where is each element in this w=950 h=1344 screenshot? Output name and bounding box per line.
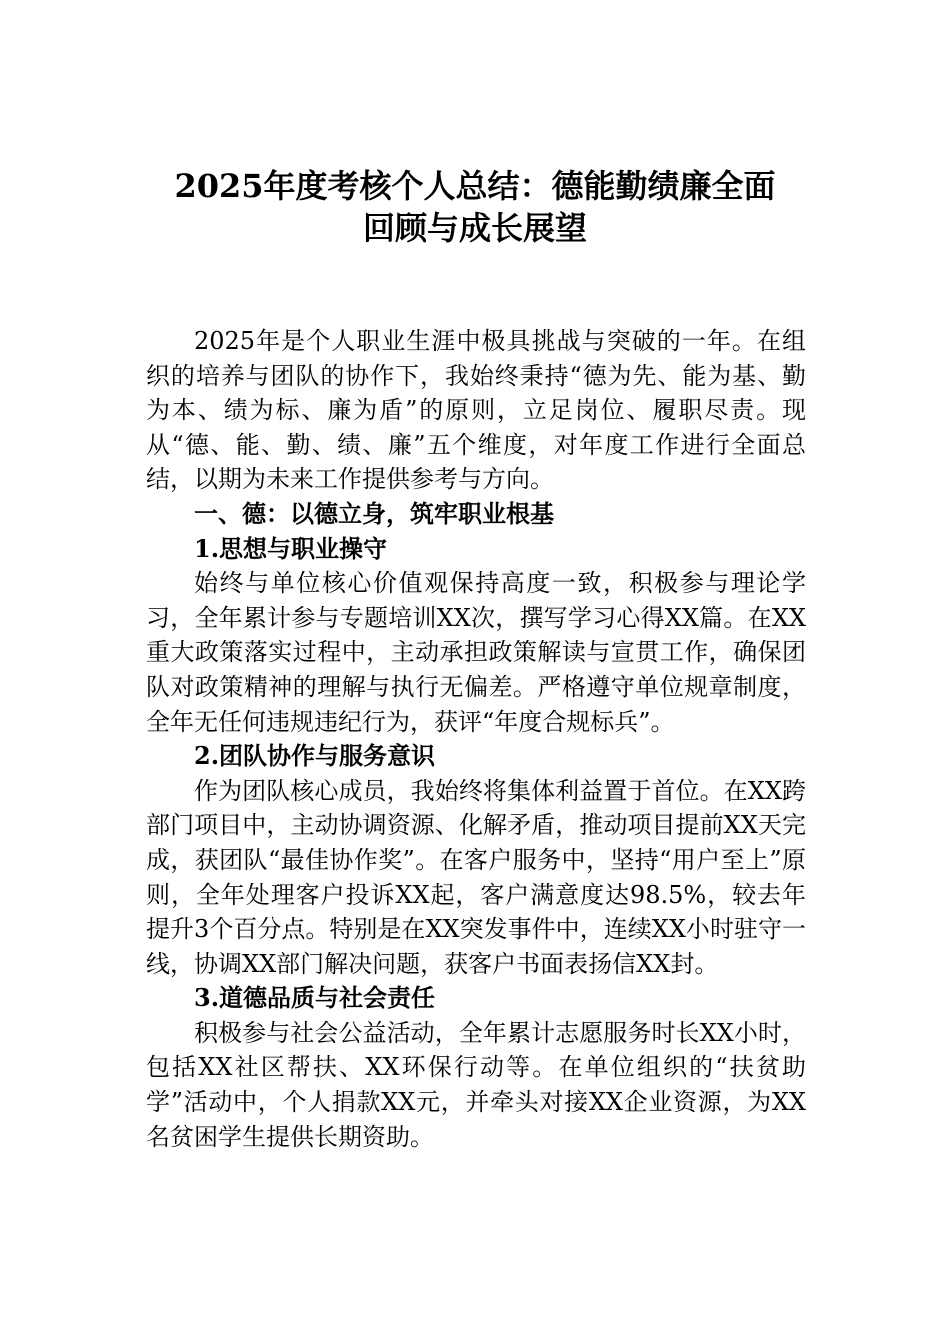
document-title-line-1: 2025年度考核个人总结：德能勤绩廉全面	[174, 167, 776, 205]
document-body	[146, 324, 806, 1154]
section-heading-virtue: 一、德：以德立身，筑牢职业根基	[194, 498, 554, 528]
paragraph-ideology-ethics: 始终与单位核心价值观保持高度一致，积极参与理论学习，全年累计参与专题培训XX次，撰写学习心得XX篇。在XX重大政策落实过程中，主动承担政策解读与宣贯工作，确保团队对政策精神的理解与执行无偏差。严格遵守单位规章制度，全年无任何违规违纪行为，获评“年度合规标兵”。	[146, 569, 806, 736]
subheading-morality-responsibility: 3.道德品质与社会责任	[194, 983, 436, 1013]
intro-paragraph: 2025年是个人职业生涯中极具挑战与突破的一年。在组织的培养与团队的协作下，我始终秉持“德为先、能为基、勤为本、绩为标、廉为盾”的原则，立足岗位、履职尽责。现从“德、能、勤、绩、廉”五个维度，对年度工作进行全面总结，以期为未来工作提供参考与方向。	[146, 327, 806, 494]
paragraph-teamwork-service: 作为团队核心成员，我始终将集体利益置于首位。在XX跨部门项目中，主动协调资源、化解矛盾，推动项目提前XX天完成，获团队“最佳协作奖”。在客户服务中，坚持“用户至上”原则，全年处理客户投诉XX起，客户满意度达98.5%，较去年提升3个百分点。特别是在XX突发事件中，连续XX小时驻守一线，协调XX部门解决问题，获客户书面表扬信XX封。	[146, 776, 806, 978]
paragraph-morality-responsibility: 积极参与社会公益活动，全年累计志愿服务时长XX小时，包括XX社区帮扶、XX环保行动等。在单位组织的“扶贫助学”活动中，个人捐款XX元，并牵头对接XX企业资源，为XX名贫困学生提供长期资助。	[146, 1018, 806, 1151]
subheading-ideology-ethics: 1.思想与职业操守	[194, 533, 388, 563]
document-title-line-2: 回顾与成长展望	[362, 209, 587, 247]
subheading-teamwork-service: 2.团队协作与服务意识	[194, 741, 436, 771]
